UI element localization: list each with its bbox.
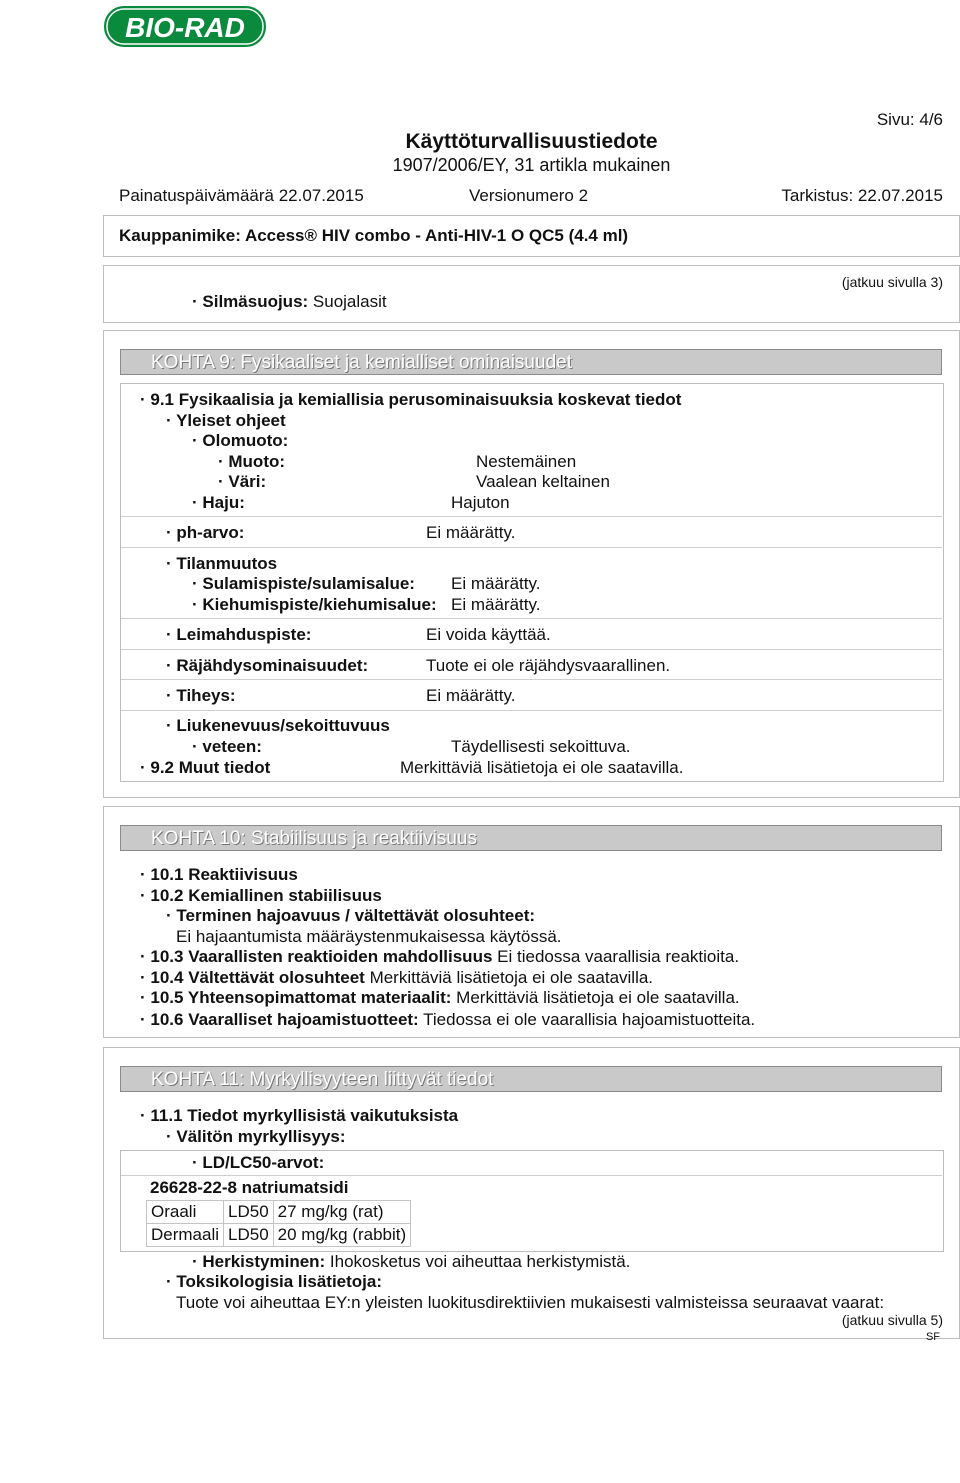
- route-cell: Dermaali: [147, 1224, 224, 1247]
- ph-label: · ph-arvo:: [166, 523, 245, 542]
- odour-label: · Haju:: [192, 493, 245, 512]
- toxicology-info: · 11.1 Tiedot myrkyllisistä vaikutuksista: [140, 1106, 459, 1125]
- s9-general: · Yleiset ohjeet: [166, 411, 286, 430]
- other-info-value: Merkittäviä lisätietoja ei ole saatavilla.: [400, 758, 684, 777]
- color-label: · Väri:: [218, 472, 267, 491]
- flash-label: · Leimahduspiste:: [166, 625, 312, 644]
- section-10-heading: KOHTA 10: Stabiilisuus ja reaktiivisuus: [120, 825, 942, 851]
- density-label: · Tiheys:: [166, 686, 236, 705]
- explosive-value: Tuote ei ole räjähdysvaarallinen.: [426, 656, 671, 675]
- toxicology-additional-label: · Toksikologisia lisätietoja:: [166, 1272, 383, 1291]
- explosive-label: · Räjähdysominaisuudet:: [166, 656, 369, 675]
- chemical-stability: · 10.2 Kemiallinen stabiilisuus: [140, 886, 382, 905]
- thermal-decomposition-value: Ei hajaantumista määräystenmukaisessa käytössä.: [176, 927, 562, 946]
- thermal-decomposition-label: · Terminen hajoavuus / vältettävät olosuhteet:: [166, 906, 536, 925]
- continued-from: (jatkuu sivulla 3): [841, 274, 943, 290]
- s9-appearance: · Olomuoto:: [192, 431, 289, 450]
- density-value: Ei määrätty.: [426, 686, 516, 705]
- section-11-heading: KOHTA 11: Myrkyllisyyteen liittyvät tiedot: [120, 1066, 942, 1092]
- incompatible-materials: · 10.5 Yhteensopimattomat materiaalit: Merkittäviä lisätietoja ei ole saatavilla.: [140, 988, 740, 1007]
- type-cell: LD50: [224, 1201, 274, 1224]
- divider: [121, 1175, 942, 1176]
- divider: [121, 649, 942, 650]
- value-cell: 27 mg/kg (rat): [273, 1201, 411, 1224]
- sensitisation: · Herkistyminen: Ihokosketus voi aiheuttaa herkistymistä.: [192, 1252, 631, 1271]
- divider: [121, 516, 942, 517]
- form-value: Nestemäinen: [476, 452, 577, 471]
- conditions-to-avoid: · 10.4 Vältettävät olosuhteet Merkittäviä lisätietoja ei ole saatavilla.: [140, 968, 654, 987]
- table-row: [147, 1201, 411, 1224]
- boiling-value: Ei määrätty.: [451, 595, 541, 614]
- print-date: Painatuspäivämäärä 22.07.2015: [119, 186, 364, 205]
- hazardous-reactions: · 10.3 Vaarallisten reaktioiden mahdollisuus Ei tiedossa vaarallisia reaktioita.: [140, 947, 740, 966]
- type-cell: LD50: [224, 1224, 274, 1247]
- form-label: · Muoto:: [218, 452, 286, 471]
- other-info-label: · 9.2 Muut tiedot: [140, 758, 271, 777]
- document-title: Käyttöturvallisuustiedote: [405, 130, 658, 153]
- section-9-heading: KOHTA 9: Fysikaaliset ja kemialliset ominaisuudet: [120, 349, 942, 375]
- bio-rad-logo: [103, 5, 267, 48]
- flash-value: Ei voida käyttää.: [426, 625, 551, 644]
- route-cell: Oraali: [147, 1201, 224, 1224]
- decomposition-products: · 10.6 Vaaralliset hajoamistuotteet: Tiedossa ei ole vaarallisia hajoamistuotteita.: [140, 1010, 756, 1029]
- ph-value: Ei määrätty.: [426, 523, 516, 542]
- water-label: · veteen:: [192, 737, 262, 756]
- color-value: Vaalean keltainen: [476, 472, 610, 491]
- divider: [121, 679, 942, 680]
- reactivity: · 10.1 Reaktiivisuus: [140, 865, 298, 884]
- state-change-label: · Tilanmuutos: [166, 554, 278, 573]
- divider: [121, 547, 942, 548]
- water-value: Täydellisesti sekoittuva.: [451, 737, 631, 756]
- logo-text: BIO-RAD: [125, 12, 245, 43]
- eye-protection: · Silmäsuojus: Suojalasit: [192, 292, 387, 311]
- document-subtitle: 1907/2006/EY, 31 artikla mukainen: [392, 155, 671, 175]
- melting-value: Ei määrätty.: [451, 574, 541, 593]
- divider: [121, 618, 942, 619]
- s9-heading-91: · 9.1 Fysikaalisia ja kemiallisia perusominaisuuksia koskevat tiedot: [140, 390, 682, 409]
- ld-table: [146, 1200, 411, 1247]
- odour-value: Hajuton: [451, 493, 510, 512]
- ld-lc50-label: · LD/LC50-arvot:: [192, 1153, 325, 1172]
- substance-name: 26628-22-8 natriumatsidi: [150, 1178, 349, 1197]
- continued-to: (jatkuu sivulla 5): [841, 1312, 943, 1328]
- solubility-label: · Liukenevuus/sekoittuvuus: [166, 716, 390, 735]
- toxicology-additional-value: Tuote voi aiheuttaa EY:n yleisten luokitusdirektiivien mukaisesti valmisteissa seuraavat vaarat:: [176, 1293, 885, 1312]
- acute-toxicity: · Välitön myrkyllisyys:: [166, 1127, 346, 1146]
- divider: [121, 710, 942, 711]
- boiling-label: · Kiehumispiste/kiehumisalue:: [192, 595, 437, 614]
- version: Versionumero 2: [469, 186, 589, 205]
- page-number: Sivu: 4/6: [876, 110, 943, 129]
- melting-label: · Sulamispiste/sulamisalue:: [192, 574, 415, 593]
- table-row: [147, 1224, 411, 1247]
- review-date: Tarkistus: 22.07.2015: [781, 186, 943, 205]
- language-code: SF: [925, 1331, 940, 1343]
- product-name: Kauppanimike: Access® HIV combo - Anti-HIV-1 O QC5 (4.4 ml): [119, 226, 629, 245]
- value-cell: 20 mg/kg (rabbit): [273, 1224, 411, 1247]
